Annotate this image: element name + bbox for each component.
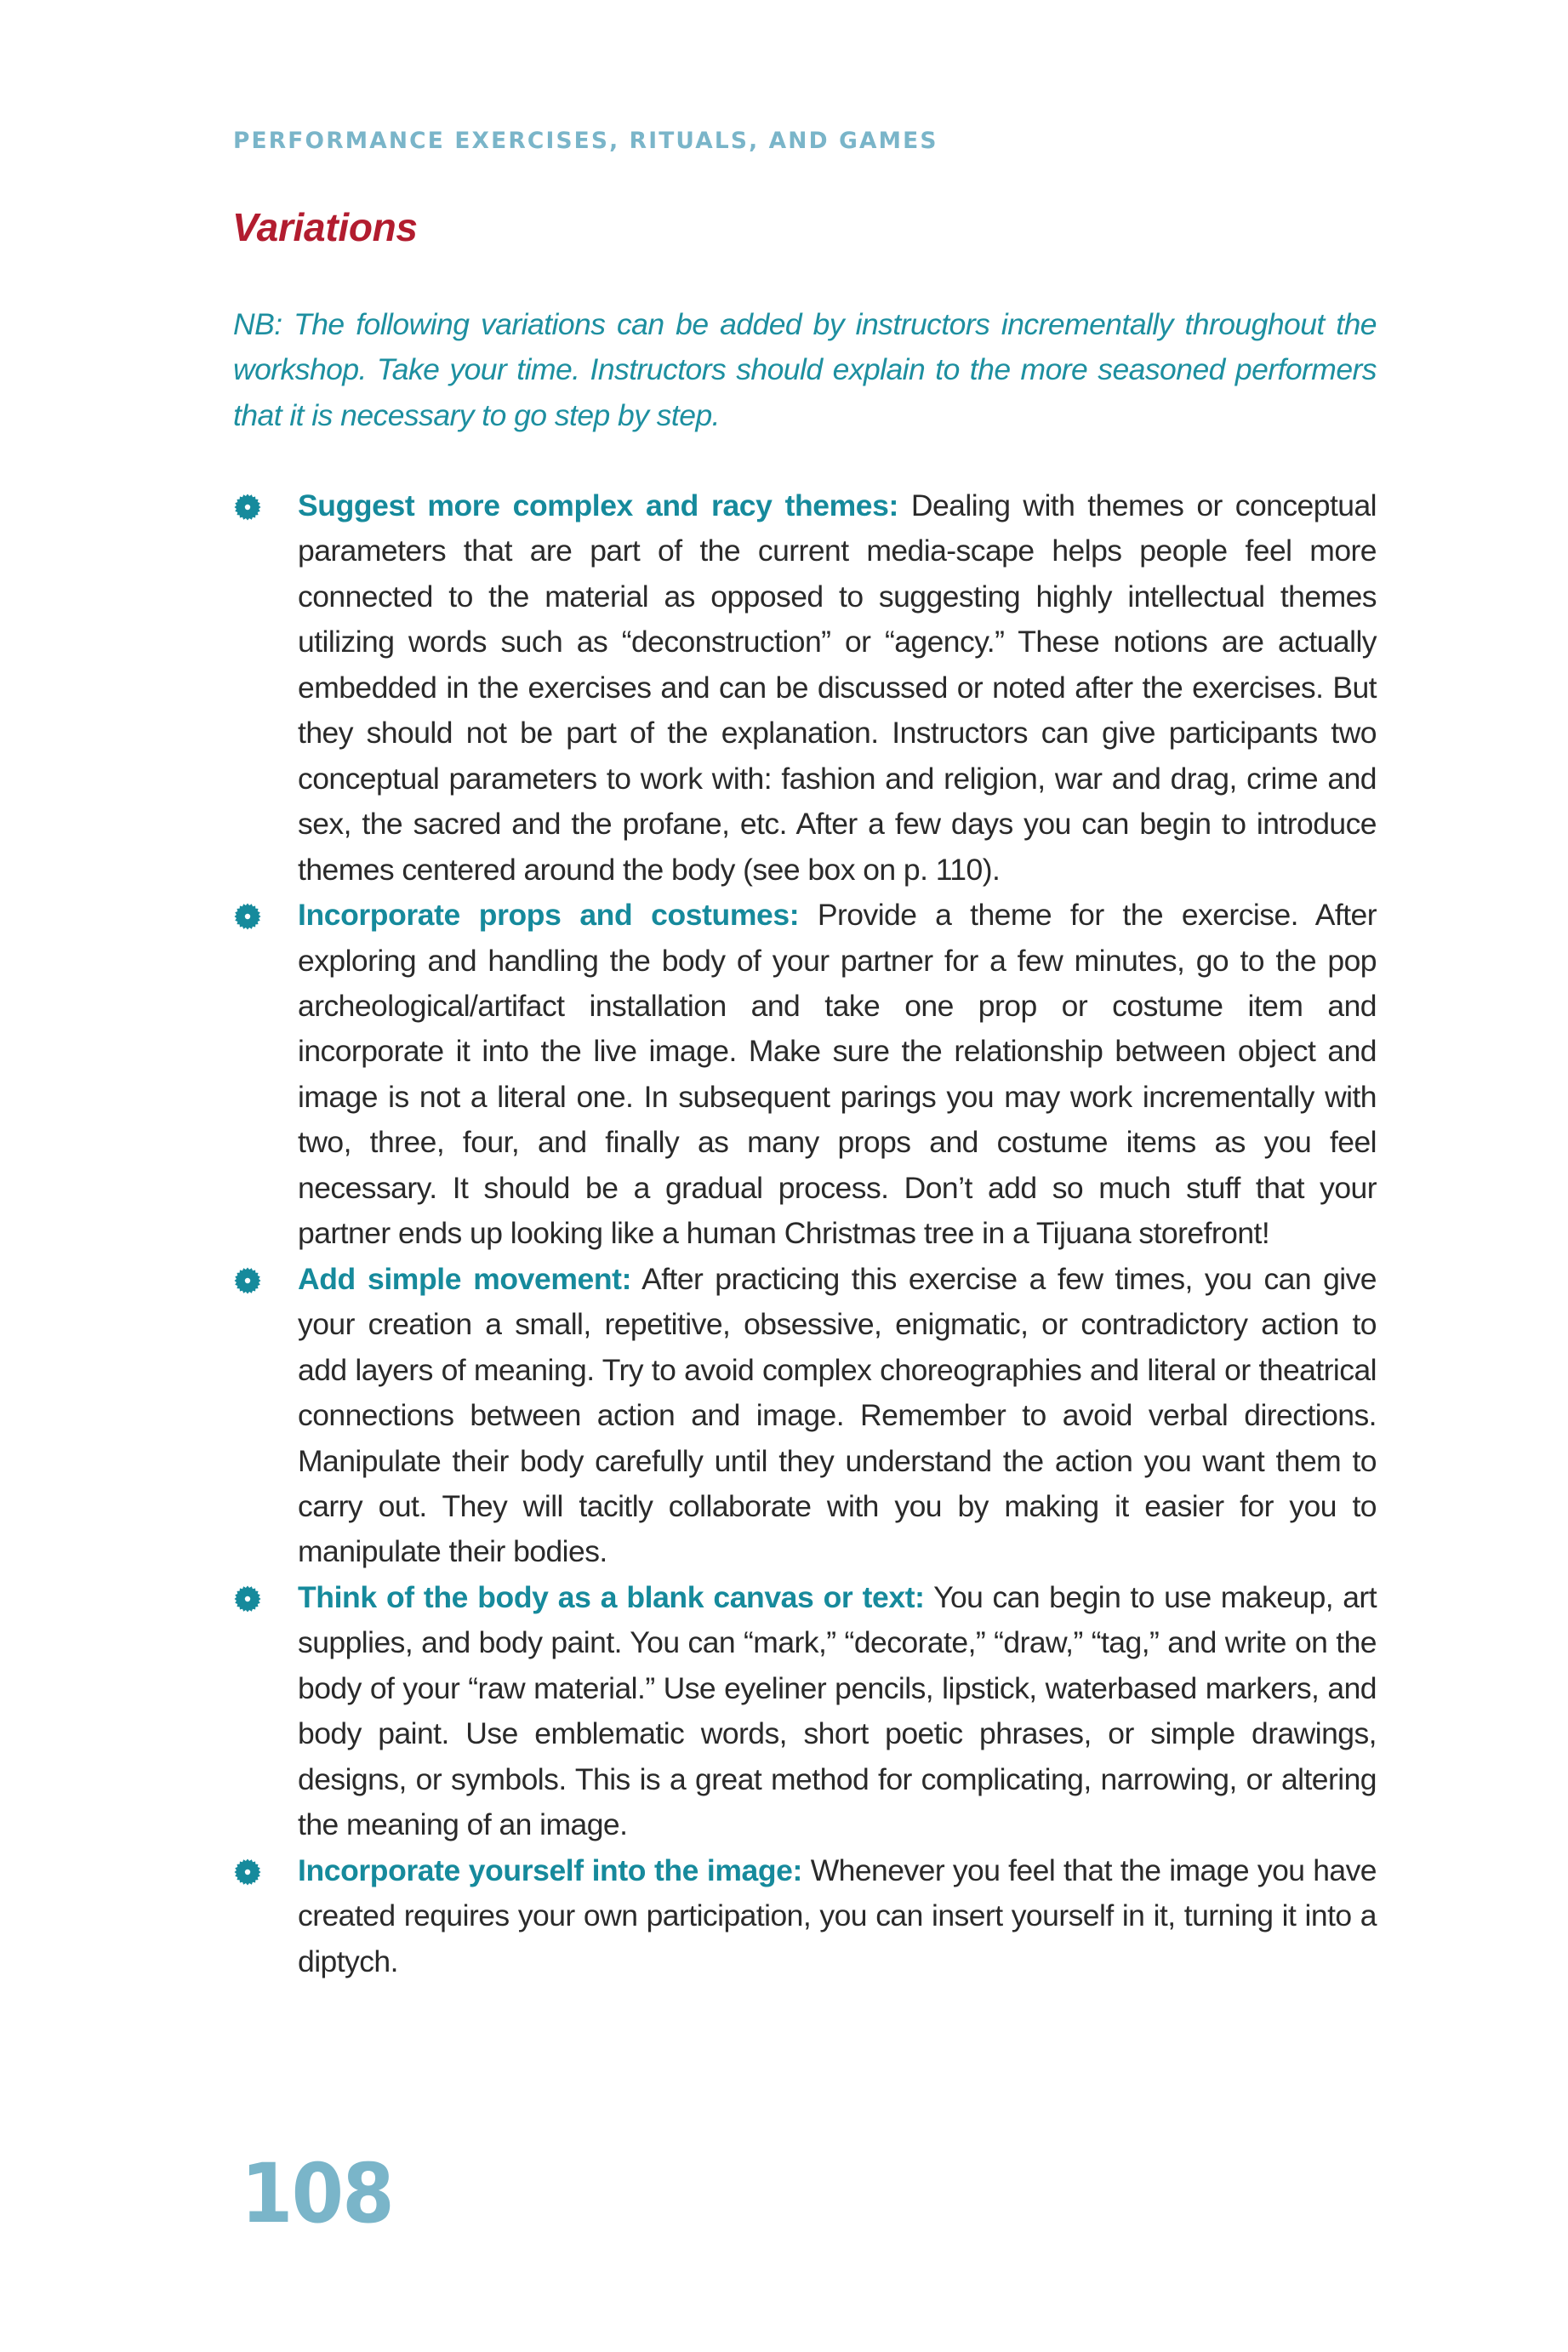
variation-body: Dealing with themes or conceptual parameters that are part of the current media-scape helps people feel more connected to the material as opposed to suggesting highly intellectual themes utilizing words such as “deconstruction” or “agency.” These notions are actually embedded in the exercises and can be discussed or noted after the exercises. But they should not be part of the explanation. Instructors can give participants two conceptual parameters to work with: fashion and religion, war and drag, crime and sex, the sacred and the profane, etc. After a few days you can begin to introduce themes centered around the body (see box on p. 110).: [298, 488, 1377, 887]
variation-body: After practicing this exercise a few times, you can give your creation a small, repetitive, obsessive, enigmatic, or contradictory action to add layers of meaning. Try to avoid complex choreographies and literal or theatrical connections between action and image. Remember to avoid verbal directions. Manipulate their body carefully until they understand the action you want them to carry out. They will tacitly collaborate with you by making it easier for you to manipulate their bodies.: [298, 1261, 1377, 1569]
sawblade-bullet-icon: [234, 494, 261, 521]
page-number: 108: [241, 2146, 393, 2241]
variation-lead: Suggest more complex and racy themes:: [298, 488, 898, 522]
variation-item: [233, 893, 1377, 1257]
sawblade-bullet-icon: [234, 1267, 261, 1294]
sawblade-bullet-icon: [234, 903, 261, 930]
sawblade-bullet-icon: [234, 1585, 261, 1613]
variation-body: Provide a theme for the exercise. After exploring and handling the body of your partner for a few minutes, go to the pop archeological/artifact installation and take one prop or costume item and incorporate it into the live image. Make sure the relationship between object and image is not a literal one. In subsequent parings you may work incrementally with two, three, four, and finally as many props and costume items as you feel necessary. It should be a gradual process. Don’t add so much stuff that your partner ends up looking like a human Christmas tree in a Tijuana storefront!: [298, 898, 1377, 1251]
section-title: Variations: [232, 205, 418, 249]
variation-item: [233, 483, 1377, 893]
variation-body: You can begin to use makeup, art supplies, and body paint. You can “mark,” “decorate,” “draw,” “tag,” and write on the body of your “raw material.” Use eyeliner pencils, lipstick, waterbased markers, and body paint. Use emblematic words, short poetic phrases, or simple drawings, designs, or symbols. This is a great method for complicating, narrowing, or altering the meaning of an image.: [298, 1579, 1377, 1842]
nb-note: NB: The following variations can be added by instructors incrementally throughout the workshop. Take your time. Instructors should explain to the more seasoned performers that it is necessary to go step by step.: [233, 307, 1377, 432]
variation-item: [233, 1575, 1377, 1848]
variation-item: [233, 1257, 1377, 1575]
variation-lead: Incorporate props and costumes:: [298, 898, 800, 933]
variation-body: Whenever you feel that the image you have created requires your own participation, you can insert yourself in it, turning it into a diptych.: [298, 1852, 1377, 1978]
variation-lead: Think of the body as a blank canvas or text:: [298, 1579, 925, 1614]
sawblade-bullet-icon: [234, 1858, 261, 1886]
running-head: PERFORMANCE EXERCISES, RITUALS, AND GAMES: [233, 128, 938, 154]
variation-lead: Add simple movement:: [298, 1261, 631, 1296]
variation-item: [233, 1848, 1377, 1984]
variation-list: [233, 483, 1377, 1984]
variation-lead: Incorporate yourself into the image:: [298, 1852, 802, 1887]
